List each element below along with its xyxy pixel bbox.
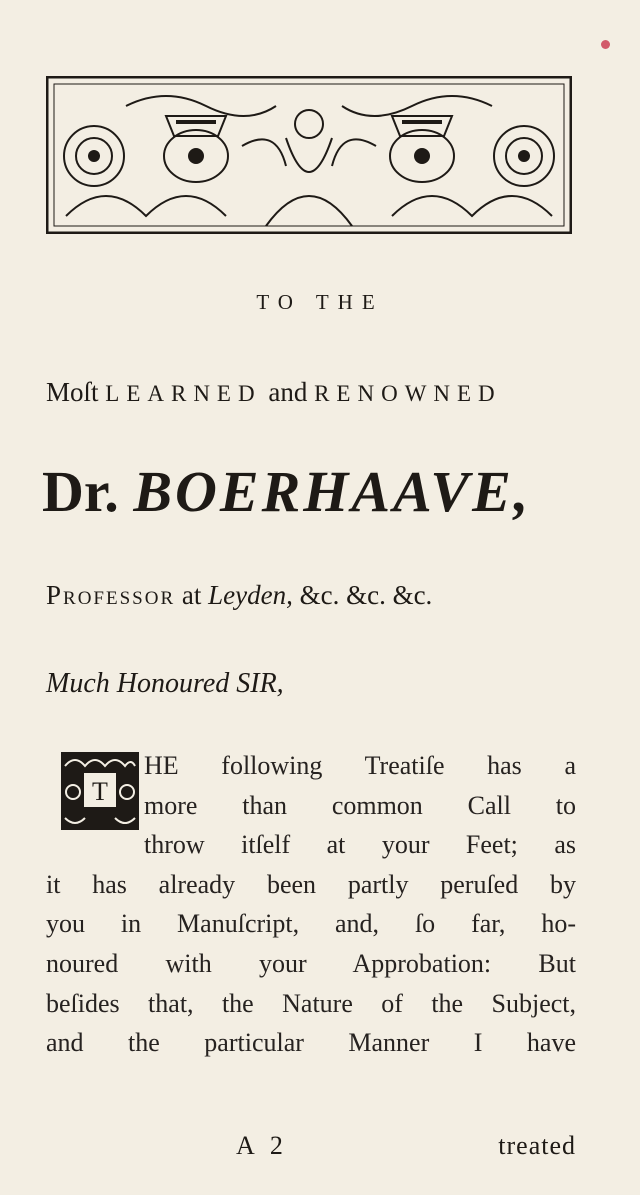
dedicatee-name: BOERHAAVE, [133,459,532,524]
word-learned: LEARNED [105,381,262,406]
dedicatee-name-line [42,458,531,525]
drop-cap-letter: T [92,777,108,806]
body-line-6: noured with your Approbation: But [46,948,576,978]
dedication-body [46,746,576,1063]
ornamental-headpiece-icon [46,76,572,234]
signature-mark: A 2 [236,1131,288,1160]
body-line-4: it has already been partly peruſed by [46,869,576,899]
word-and: and [268,377,308,407]
dedication-line-most [46,377,502,408]
professor-line [46,580,432,611]
body-line-3: throw itſelf at your Feet; as [144,830,576,860]
word-at: at [181,580,202,610]
word-professor: Professor [46,580,176,610]
place-leyden: Leyden, [208,580,293,610]
heading-to-the: TO THE [256,290,384,314]
word-renowned: RENOWNED [314,381,502,406]
et-cetera: &c. &c. &c. [299,580,433,610]
catchword: treated [498,1131,576,1160]
body-line-8: and the particular Manner I have [46,1028,576,1058]
ink-spot [601,40,610,49]
word-most: Moſt [46,377,99,407]
salutation: Much Honoured SIR, [46,668,284,699]
body-line-5: you in Manuſcript, and, ſo far, ho- [46,909,576,939]
body-line-2: more than common Call to [144,790,576,820]
body-line-1: HE following Treatiſe has a [144,751,576,780]
title-dr: Dr. [42,459,119,524]
body-line-7: beſides that, the Nature of the Subject, [46,988,576,1018]
